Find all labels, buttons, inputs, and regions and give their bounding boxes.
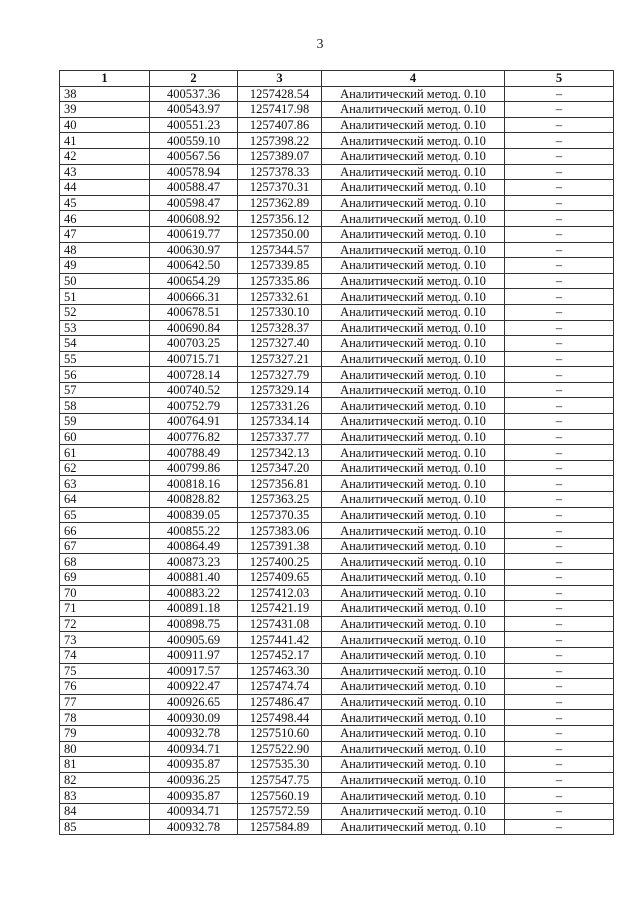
table-cell-col5: – xyxy=(505,757,614,773)
table-cell-col2: 400905.69 xyxy=(150,632,238,648)
table-cell-col1: 67 xyxy=(60,538,150,554)
table-row xyxy=(60,445,614,461)
table-cell-col3: 1257370.35 xyxy=(238,507,322,523)
table-cell-col1: 61 xyxy=(60,445,150,461)
table-cell-col1: 72 xyxy=(60,616,150,632)
table-cell-col1: 56 xyxy=(60,367,150,383)
table-cell-col1: 62 xyxy=(60,460,150,476)
table-cell-col1: 43 xyxy=(60,164,150,180)
table-cell-col4: Аналитический метод. 0.10 xyxy=(322,632,505,648)
table-cell-col5: – xyxy=(505,445,614,461)
table-cell-col5: – xyxy=(505,351,614,367)
table-cell-col1: 85 xyxy=(60,819,150,835)
table-cell-col3: 1257391.38 xyxy=(238,538,322,554)
table-cell-col5: – xyxy=(505,694,614,710)
table-cell-col4: Аналитический метод. 0.10 xyxy=(322,679,505,695)
table-cell-col1: 70 xyxy=(60,585,150,601)
table-cell-col5: – xyxy=(505,304,614,320)
table-cell-col4: Аналитический метод. 0.10 xyxy=(322,242,505,258)
table-row xyxy=(60,632,614,648)
table-cell-col1: 75 xyxy=(60,663,150,679)
table-cell-col3: 1257522.90 xyxy=(238,741,322,757)
table-cell-col5: – xyxy=(505,414,614,430)
table-cell-col3: 1257572.59 xyxy=(238,803,322,819)
table-cell-col2: 400926.65 xyxy=(150,694,238,710)
table-cell-col2: 400828.82 xyxy=(150,492,238,508)
table-cell-col4: Аналитический метод. 0.10 xyxy=(322,304,505,320)
table-cell-col1: 84 xyxy=(60,803,150,819)
table-row xyxy=(60,195,614,211)
column-header-4: 4 xyxy=(322,71,505,87)
table-row xyxy=(60,788,614,804)
table-cell-col3: 1257498.44 xyxy=(238,710,322,726)
table-cell-col4: Аналитический метод. 0.10 xyxy=(322,803,505,819)
table-cell-col3: 1257350.00 xyxy=(238,226,322,242)
table-cell-col3: 1257370.31 xyxy=(238,180,322,196)
table-cell-col2: 400930.09 xyxy=(150,710,238,726)
table-cell-col1: 64 xyxy=(60,492,150,508)
table-cell-col3: 1257339.85 xyxy=(238,258,322,274)
table-cell-col1: 58 xyxy=(60,398,150,414)
table-cell-col5: – xyxy=(505,164,614,180)
table-cell-col2: 400703.25 xyxy=(150,336,238,352)
table-cell-col3: 1257560.19 xyxy=(238,788,322,804)
table-cell-col3: 1257334.14 xyxy=(238,414,322,430)
table-cell-col5: – xyxy=(505,803,614,819)
table-cell-col3: 1257332.61 xyxy=(238,289,322,305)
table-cell-col4: Аналитический метод. 0.10 xyxy=(322,538,505,554)
table-cell-col2: 400935.87 xyxy=(150,788,238,804)
table-cell-col1: 83 xyxy=(60,788,150,804)
table-row xyxy=(60,289,614,305)
table-cell-col4: Аналитический метод. 0.10 xyxy=(322,133,505,149)
table-cell-col2: 400588.47 xyxy=(150,180,238,196)
table-cell-col1: 80 xyxy=(60,741,150,757)
table-cell-col2: 400678.51 xyxy=(150,304,238,320)
table-cell-col1: 39 xyxy=(60,102,150,118)
table-cell-col5: – xyxy=(505,819,614,835)
table-cell-col3: 1257452.17 xyxy=(238,647,322,663)
table-cell-col2: 400898.75 xyxy=(150,616,238,632)
table-body xyxy=(60,86,614,835)
column-header-5: 5 xyxy=(505,71,614,87)
table-cell-col1: 38 xyxy=(60,86,150,102)
table-cell-col2: 400935.87 xyxy=(150,757,238,773)
table-cell-col2: 400932.78 xyxy=(150,725,238,741)
table-cell-col3: 1257547.75 xyxy=(238,772,322,788)
table-cell-col5: – xyxy=(505,585,614,601)
table-row xyxy=(60,133,614,149)
table-cell-col3: 1257400.25 xyxy=(238,554,322,570)
table-row xyxy=(60,570,614,586)
table-row xyxy=(60,694,614,710)
table-cell-col3: 1257463.30 xyxy=(238,663,322,679)
table-cell-col2: 400911.97 xyxy=(150,647,238,663)
table-cell-col3: 1257327.21 xyxy=(238,351,322,367)
table-cell-col4: Аналитический метод. 0.10 xyxy=(322,663,505,679)
column-header-1: 1 xyxy=(60,71,150,87)
table-cell-col5: – xyxy=(505,460,614,476)
table-cell-col4: Аналитический метод. 0.10 xyxy=(322,741,505,757)
table-cell-col2: 400619.77 xyxy=(150,226,238,242)
table-row xyxy=(60,554,614,570)
table-cell-col4: Аналитический метод. 0.10 xyxy=(322,320,505,336)
table-cell-col4: Аналитический метод. 0.10 xyxy=(322,226,505,242)
table-cell-col4: Аналитический метод. 0.10 xyxy=(322,601,505,617)
table-cell-col1: 46 xyxy=(60,211,150,227)
table-cell-col5: – xyxy=(505,507,614,523)
table-cell-col3: 1257347.20 xyxy=(238,460,322,476)
table-row xyxy=(60,398,614,414)
table-cell-col2: 400917.57 xyxy=(150,663,238,679)
table-row xyxy=(60,538,614,554)
table-cell-col3: 1257417.98 xyxy=(238,102,322,118)
table-row xyxy=(60,772,614,788)
header-row xyxy=(60,71,614,87)
table-cell-col3: 1257584.89 xyxy=(238,819,322,835)
table-row xyxy=(60,336,614,352)
table-cell-col5: – xyxy=(505,429,614,445)
table-cell-col5: – xyxy=(505,538,614,554)
table-cell-col3: 1257389.07 xyxy=(238,148,322,164)
table-cell-col4: Аналитический метод. 0.10 xyxy=(322,164,505,180)
table-cell-col5: – xyxy=(505,117,614,133)
table-cell-col5: – xyxy=(505,148,614,164)
table-cell-col1: 65 xyxy=(60,507,150,523)
table-cell-col5: – xyxy=(505,320,614,336)
table-cell-col5: – xyxy=(505,102,614,118)
table-cell-col5: – xyxy=(505,242,614,258)
table-cell-col4: Аналитический метод. 0.10 xyxy=(322,148,505,164)
table-row xyxy=(60,164,614,180)
table-cell-col3: 1257356.12 xyxy=(238,211,322,227)
table-cell-col1: 44 xyxy=(60,180,150,196)
table-cell-col2: 400788.49 xyxy=(150,445,238,461)
table-cell-col1: 60 xyxy=(60,429,150,445)
table-cell-col5: – xyxy=(505,180,614,196)
table-cell-col1: 49 xyxy=(60,258,150,274)
table-row xyxy=(60,803,614,819)
table-cell-col4: Аналитический метод. 0.10 xyxy=(322,492,505,508)
table-row xyxy=(60,523,614,539)
table-cell-col2: 400934.71 xyxy=(150,741,238,757)
table-cell-col3: 1257327.40 xyxy=(238,336,322,352)
table-cell-col1: 76 xyxy=(60,679,150,695)
page-number: 3 xyxy=(316,37,324,52)
table-cell-col1: 48 xyxy=(60,242,150,258)
table-header xyxy=(60,71,614,87)
table-cell-col3: 1257337.77 xyxy=(238,429,322,445)
table-row xyxy=(60,148,614,164)
table-cell-col3: 1257474.74 xyxy=(238,679,322,695)
table-cell-col4: Аналитический метод. 0.10 xyxy=(322,757,505,773)
table-cell-col4: Аналитический метод. 0.10 xyxy=(322,429,505,445)
table-cell-col3: 1257363.25 xyxy=(238,492,322,508)
table-cell-col1: 82 xyxy=(60,772,150,788)
table-cell-col2: 400855.22 xyxy=(150,523,238,539)
table-cell-col4: Аналитический метод. 0.10 xyxy=(322,460,505,476)
table-cell-col3: 1257356.81 xyxy=(238,476,322,492)
table-cell-col5: – xyxy=(505,398,614,414)
table-row xyxy=(60,414,614,430)
table-row xyxy=(60,351,614,367)
table-cell-col5: – xyxy=(505,382,614,398)
table-cell-col1: 45 xyxy=(60,195,150,211)
table-cell-col5: – xyxy=(505,554,614,570)
table-cell-col5: – xyxy=(505,679,614,695)
table-cell-col1: 47 xyxy=(60,226,150,242)
table-cell-col4: Аналитический метод. 0.10 xyxy=(322,445,505,461)
table-row xyxy=(60,492,614,508)
table-row xyxy=(60,382,614,398)
table-cell-col4: Аналитический метод. 0.10 xyxy=(322,476,505,492)
table-cell-col1: 41 xyxy=(60,133,150,149)
table-cell-col2: 400936.25 xyxy=(150,772,238,788)
table-cell-col5: – xyxy=(505,647,614,663)
table-cell-col3: 1257342.13 xyxy=(238,445,322,461)
table-cell-col4: Аналитический метод. 0.10 xyxy=(322,117,505,133)
table-cell-col1: 68 xyxy=(60,554,150,570)
table-cell-col1: 40 xyxy=(60,117,150,133)
table-cell-col5: – xyxy=(505,616,614,632)
table-cell-col5: – xyxy=(505,725,614,741)
table-cell-col3: 1257431.08 xyxy=(238,616,322,632)
table-row xyxy=(60,663,614,679)
table-cell-col2: 400764.91 xyxy=(150,414,238,430)
table-cell-col3: 1257330.10 xyxy=(238,304,322,320)
table-cell-col4: Аналитический метод. 0.10 xyxy=(322,725,505,741)
table-cell-col5: – xyxy=(505,601,614,617)
table-row xyxy=(60,460,614,476)
table-cell-col2: 400891.18 xyxy=(150,601,238,617)
table-cell-col3: 1257398.22 xyxy=(238,133,322,149)
table-cell-col1: 69 xyxy=(60,570,150,586)
table-cell-col1: 54 xyxy=(60,336,150,352)
table-cell-col4: Аналитический метод. 0.10 xyxy=(322,382,505,398)
table-cell-col5: – xyxy=(505,741,614,757)
table-cell-col2: 400932.78 xyxy=(150,819,238,835)
table-row xyxy=(60,725,614,741)
table-cell-col5: – xyxy=(505,367,614,383)
table-cell-col4: Аналитический метод. 0.10 xyxy=(322,102,505,118)
table-cell-col5: – xyxy=(505,226,614,242)
table-cell-col1: 71 xyxy=(60,601,150,617)
table-cell-col4: Аналитический метод. 0.10 xyxy=(322,788,505,804)
table-cell-col2: 400537.36 xyxy=(150,86,238,102)
table-cell-col1: 50 xyxy=(60,273,150,289)
table-cell-col3: 1257335.86 xyxy=(238,273,322,289)
table-cell-col4: Аналитический метод. 0.10 xyxy=(322,336,505,352)
table-row xyxy=(60,180,614,196)
table-cell-col2: 400543.97 xyxy=(150,102,238,118)
table-cell-col2: 400551.23 xyxy=(150,117,238,133)
table-cell-col3: 1257486.47 xyxy=(238,694,322,710)
table-row xyxy=(60,226,614,242)
table-row xyxy=(60,273,614,289)
table-cell-col1: 51 xyxy=(60,289,150,305)
table-cell-col2: 400666.31 xyxy=(150,289,238,305)
table-cell-col5: – xyxy=(505,663,614,679)
table-cell-col4: Аналитический метод. 0.10 xyxy=(322,195,505,211)
table-cell-col4: Аналитический метод. 0.10 xyxy=(322,710,505,726)
table-cell-col5: – xyxy=(505,476,614,492)
table-row xyxy=(60,585,614,601)
table-cell-col2: 400559.10 xyxy=(150,133,238,149)
table-cell-col5: – xyxy=(505,492,614,508)
table-row xyxy=(60,476,614,492)
table-cell-col5: – xyxy=(505,289,614,305)
table-cell-col4: Аналитический метод. 0.10 xyxy=(322,647,505,663)
table-cell-col5: – xyxy=(505,273,614,289)
table-cell-col5: – xyxy=(505,86,614,102)
table-cell-col5: – xyxy=(505,570,614,586)
table-cell-col1: 52 xyxy=(60,304,150,320)
table-row xyxy=(60,320,614,336)
table-cell-col5: – xyxy=(505,710,614,726)
table-row xyxy=(60,710,614,726)
table-cell-col4: Аналитический метод. 0.10 xyxy=(322,180,505,196)
table-cell-col2: 400715.71 xyxy=(150,351,238,367)
table-row xyxy=(60,741,614,757)
table-cell-col2: 400776.82 xyxy=(150,429,238,445)
table-cell-col2: 400922.47 xyxy=(150,679,238,695)
table-row xyxy=(60,102,614,118)
table-cell-col4: Аналитический метод. 0.10 xyxy=(322,273,505,289)
table-cell-col2: 400883.22 xyxy=(150,585,238,601)
table-cell-col2: 400598.47 xyxy=(150,195,238,211)
table-cell-col3: 1257428.54 xyxy=(238,86,322,102)
table-cell-col2: 400567.56 xyxy=(150,148,238,164)
table-cell-col2: 400839.05 xyxy=(150,507,238,523)
table-cell-col2: 400934.71 xyxy=(150,803,238,819)
table-row xyxy=(60,819,614,835)
table-cell-col2: 400752.79 xyxy=(150,398,238,414)
table-cell-col2: 400873.23 xyxy=(150,554,238,570)
table-cell-col4: Аналитический метод. 0.10 xyxy=(322,86,505,102)
table-cell-col2: 400881.40 xyxy=(150,570,238,586)
table-cell-col3: 1257535.30 xyxy=(238,757,322,773)
table-cell-col5: – xyxy=(505,788,614,804)
column-header-2: 2 xyxy=(150,71,238,87)
table-cell-col4: Аналитический метод. 0.10 xyxy=(322,772,505,788)
table-cell-col2: 400818.16 xyxy=(150,476,238,492)
table-cell-col3: 1257441.42 xyxy=(238,632,322,648)
table-cell-col3: 1257378.33 xyxy=(238,164,322,180)
table-row xyxy=(60,429,614,445)
table-row xyxy=(60,757,614,773)
table-cell-col5: – xyxy=(505,211,614,227)
table-cell-col4: Аналитический метод. 0.10 xyxy=(322,570,505,586)
table-cell-col1: 81 xyxy=(60,757,150,773)
table-cell-col2: 400578.94 xyxy=(150,164,238,180)
table-cell-col3: 1257362.89 xyxy=(238,195,322,211)
table-cell-col4: Аналитический метод. 0.10 xyxy=(322,289,505,305)
table-cell-col2: 400654.29 xyxy=(150,273,238,289)
table-cell-col4: Аналитический метод. 0.10 xyxy=(322,616,505,632)
table-cell-col2: 400630.97 xyxy=(150,242,238,258)
table-row xyxy=(60,86,614,102)
table-cell-col1: 59 xyxy=(60,414,150,430)
table-cell-col1: 78 xyxy=(60,710,150,726)
table-row xyxy=(60,304,614,320)
table-cell-col3: 1257328.37 xyxy=(238,320,322,336)
table-cell-col3: 1257421.19 xyxy=(238,601,322,617)
table-cell-col4: Аналитический метод. 0.10 xyxy=(322,819,505,835)
table-cell-col4: Аналитический метод. 0.10 xyxy=(322,398,505,414)
table-row xyxy=(60,367,614,383)
table-row xyxy=(60,242,614,258)
table-cell-col4: Аналитический метод. 0.10 xyxy=(322,523,505,539)
table-cell-col4: Аналитический метод. 0.10 xyxy=(322,351,505,367)
table-cell-col4: Аналитический метод. 0.10 xyxy=(322,367,505,383)
table-cell-col5: – xyxy=(505,195,614,211)
table-cell-col2: 400864.49 xyxy=(150,538,238,554)
table-cell-col1: 63 xyxy=(60,476,150,492)
table-cell-col5: – xyxy=(505,772,614,788)
table-cell-col4: Аналитический метод. 0.10 xyxy=(322,554,505,570)
table-cell-col2: 400690.84 xyxy=(150,320,238,336)
table-cell-col3: 1257383.06 xyxy=(238,523,322,539)
table-cell-col5: – xyxy=(505,523,614,539)
table-cell-col5: – xyxy=(505,336,614,352)
table-cell-col3: 1257409.65 xyxy=(238,570,322,586)
table-cell-col3: 1257344.57 xyxy=(238,242,322,258)
table-cell-col4: Аналитический метод. 0.10 xyxy=(322,211,505,227)
table-row xyxy=(60,679,614,695)
table-cell-col3: 1257510.60 xyxy=(238,725,322,741)
table-cell-col1: 77 xyxy=(60,694,150,710)
table-row xyxy=(60,647,614,663)
table-cell-col2: 400740.52 xyxy=(150,382,238,398)
table-cell-col5: – xyxy=(505,258,614,274)
column-header-3: 3 xyxy=(238,71,322,87)
table-cell-col3: 1257331.26 xyxy=(238,398,322,414)
table-cell-col2: 400728.14 xyxy=(150,367,238,383)
table-row xyxy=(60,601,614,617)
table-cell-col4: Аналитический метод. 0.10 xyxy=(322,585,505,601)
table-row xyxy=(60,258,614,274)
table-cell-col1: 53 xyxy=(60,320,150,336)
coordinates-table xyxy=(59,70,614,835)
table-cell-col4: Аналитический метод. 0.10 xyxy=(322,414,505,430)
table-cell-col3: 1257329.14 xyxy=(238,382,322,398)
table-row xyxy=(60,616,614,632)
table-row xyxy=(60,117,614,133)
table-cell-col5: – xyxy=(505,133,614,149)
table-cell-col1: 57 xyxy=(60,382,150,398)
table-cell-col2: 400642.50 xyxy=(150,258,238,274)
table-cell-col3: 1257327.79 xyxy=(238,367,322,383)
table-cell-col2: 400799.86 xyxy=(150,460,238,476)
table-row xyxy=(60,211,614,227)
table-row xyxy=(60,507,614,523)
table-cell-col4: Аналитический метод. 0.10 xyxy=(322,694,505,710)
table-cell-col1: 55 xyxy=(60,351,150,367)
table-cell-col3: 1257407.86 xyxy=(238,117,322,133)
table-cell-col1: 73 xyxy=(60,632,150,648)
table-cell-col4: Аналитический метод. 0.10 xyxy=(322,258,505,274)
table-cell-col5: – xyxy=(505,632,614,648)
table-cell-col1: 66 xyxy=(60,523,150,539)
table-cell-col1: 79 xyxy=(60,725,150,741)
table-cell-col3: 1257412.03 xyxy=(238,585,322,601)
table-cell-col2: 400608.92 xyxy=(150,211,238,227)
table-cell-col1: 42 xyxy=(60,148,150,164)
table-cell-col1: 74 xyxy=(60,647,150,663)
table-cell-col4: Аналитический метод. 0.10 xyxy=(322,507,505,523)
